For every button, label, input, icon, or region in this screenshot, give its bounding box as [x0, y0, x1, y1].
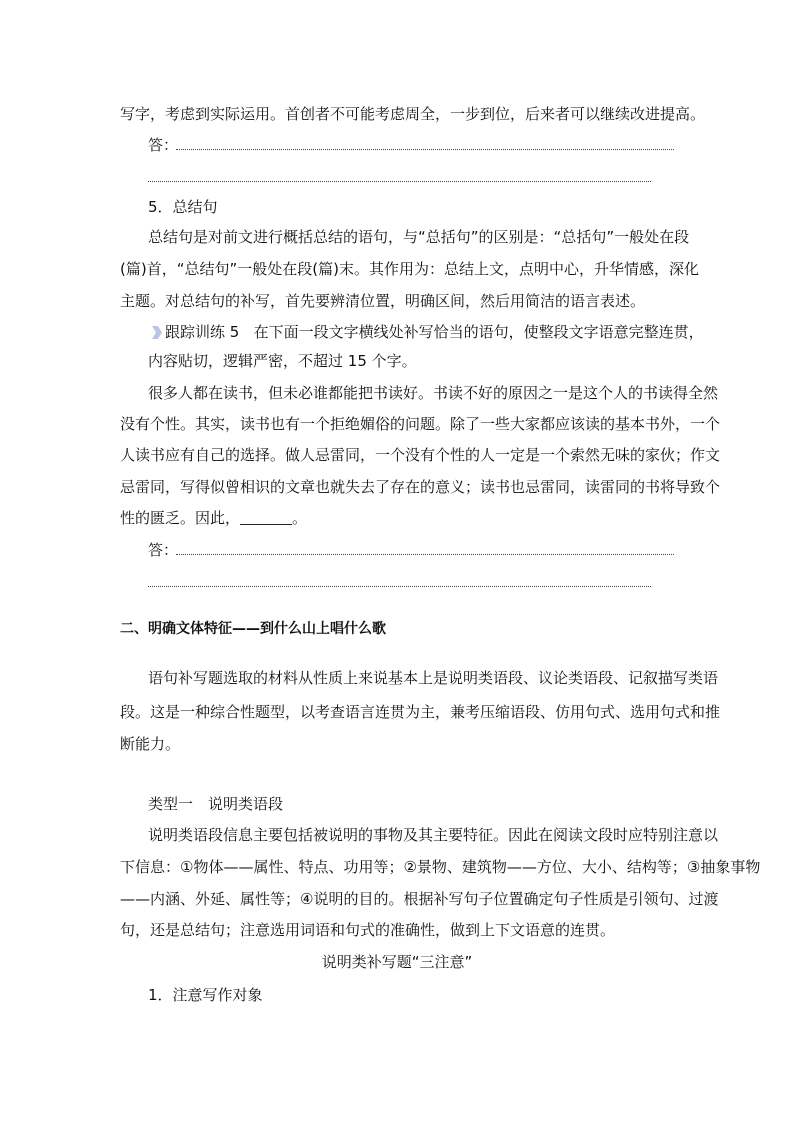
answer-line[interactable]	[176, 554, 674, 555]
type-heading: 类型一 说明类语段	[148, 795, 284, 813]
exercise-prompt-line: 内容贴切，逻辑严密，不超过 15 个字。	[148, 352, 417, 370]
answer-block-2	[148, 540, 674, 560]
paragraph-line: 总结句是对前文进行概括总结的语句，与“总括句”的区别是：“总括句”一般处在段	[148, 228, 690, 246]
answer-label: 答：	[148, 541, 179, 559]
answer-block-1	[148, 135, 674, 155]
paragraph-line: 段。这是一种综合性题型，以考查语言连贯为主，兼考压缩语段、仿用句式、选用句式和推	[120, 703, 721, 721]
paragraph-line: ——内涵、外延、属性等；④说明的目的。根据补写句子位置确定句子性质是引领句、过渡	[120, 890, 719, 908]
paragraph-line: 说明类语段信息主要包括被说明的事物及其主要特征。因此在阅读文段时应特别注意以	[148, 826, 719, 844]
answer-line[interactable]	[148, 181, 651, 182]
passage-line: 忌雷同，写得似曾相识的文章也就失去了存在的意义；读书也忌雷同，读雷同的书将导致个	[120, 478, 721, 496]
exercise-prompt-text: 在下面一段文字横线处补写恰当的语句，使整段文字语意完整连贯，	[253, 323, 704, 341]
center-title: 说明类补写题“三注意”	[321, 953, 473, 971]
sub-heading: 1．注意写作对象	[148, 986, 263, 1004]
intro-text: 写字，考虑到实际运用。首创者不可能考虑周全，一步到位，后来者可以继续改进提高。	[120, 105, 706, 123]
paragraph-line: 句，还是总结句；注意选用词语和句式的准确性，做到上下文语意的连贯。	[120, 921, 616, 939]
paragraph-line: 断能力。	[120, 735, 181, 753]
answer-label: 答：	[148, 136, 179, 154]
paragraph-line: (篇)首，“总结句”一般处在段(篇)末。其作用为：总结上文，点明中心，升华情感，深化	[120, 260, 699, 278]
passage-text: 。	[292, 509, 308, 527]
paragraph-line: 语句补写题选取的材料从性质上来说基本上是说明类语段、议论类语段、记叙描写类语	[148, 669, 719, 687]
answer-line[interactable]	[148, 586, 651, 587]
exercise-tag: 跟踪训练 5	[165, 323, 240, 341]
exercise-prompt	[152, 322, 704, 342]
section-heading: 二、明确文体特征——到什么山上唱什么歌	[120, 621, 386, 637]
arrow-marker-icon	[152, 326, 162, 339]
passage-line: 人读书应有自己的选择。做人忌雷同，一个没有个性的人一定是一个索然无味的家伙；作文	[120, 446, 721, 464]
paragraph-line: 主题。对总结句的补写，首先要辨清位置，明确区间，然后用简洁的语言表述。	[120, 292, 646, 310]
section-heading: 5．总结句	[148, 198, 218, 216]
passage-text: 性的匮乏。因此，	[120, 509, 241, 527]
passage-line: 没有个性。其实，读书也有一个拒绝媚俗的问题。除了一些大家都应该读的基本书外，一个	[120, 415, 721, 433]
passage-line-last	[120, 508, 307, 528]
fill-blank[interactable]	[240, 510, 292, 525]
answer-line[interactable]	[176, 149, 674, 150]
passage-line: 很多人都在读书，但未必谁都能把书读好。书读不好的原因之一是这个人的书读得全然	[148, 384, 719, 402]
paragraph-line: 下信息：①物体——属性、特点、功用等；②景物、建筑物——方位、大小、结构等；③抽象事物	[120, 858, 761, 876]
